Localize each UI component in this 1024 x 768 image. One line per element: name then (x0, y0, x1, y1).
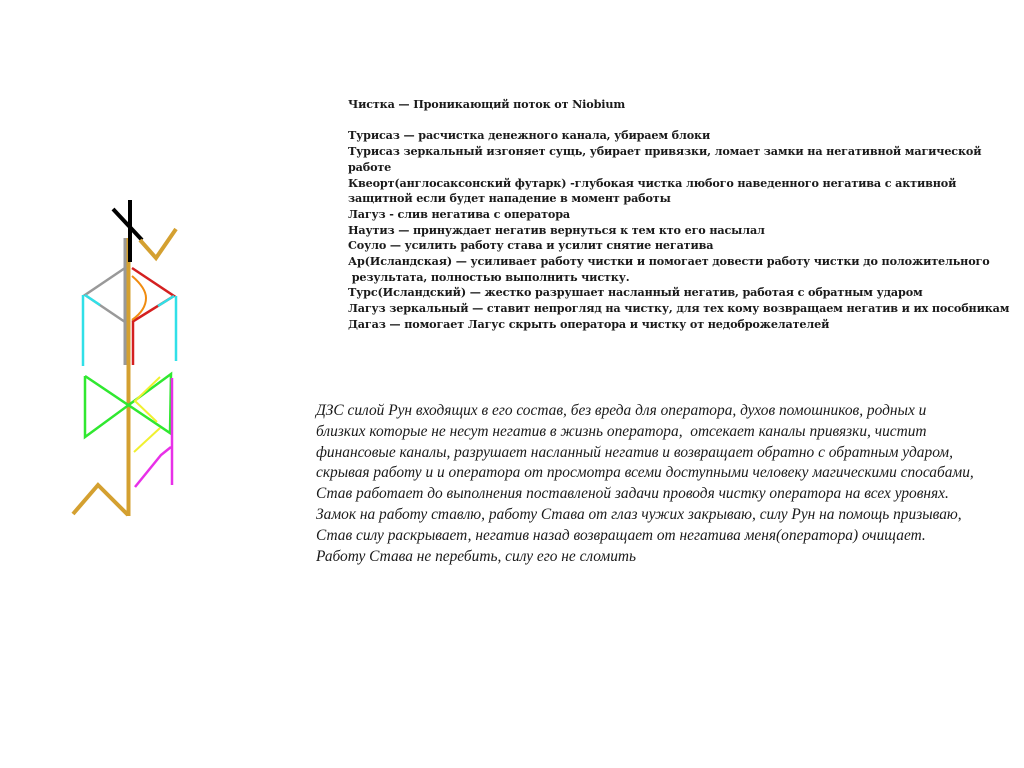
legend-line: Лагуз - слив негатива с оператора (348, 206, 571, 221)
legend-line: Дагаз — помогает Лагус скрыть оператора и чистку от недоброжелателей (348, 316, 830, 331)
stave-description (316, 401, 1021, 567)
legend-line: Турисаз зеркальный изгоняет сущь, убирает привязки, ломает замки на негативной магической (348, 144, 982, 159)
legend-line: Турисаз — расчистка денежного канала, убираем блоки (348, 128, 711, 143)
rune-yellow-diagonal (134, 428, 160, 452)
legend-line: Лагуз зеркальный — ставит непрогляд на чистку, для тех кому возвращаем негатив и их пособникам (348, 301, 1010, 316)
rune-nauthiz-diagonal (113, 209, 142, 240)
description-line: финансовые каналы, разрушает насланный негатив и возвращает обратно с обратным ударом, (316, 443, 953, 461)
description-line: ДЗС силой Рун входящих в его состав, без вреда для оператора, духов помошников, родных и (316, 402, 927, 419)
legend-line: Соуло — усилить работу става и усилит снятие негатива (348, 238, 714, 253)
description-line: Став работает до выполнения поставленой задачи проводя чистку оператора на всех уровнях. (316, 485, 949, 503)
rune-cyan-right-diagonal (158, 296, 174, 306)
rune-turisaz-mirrored (85, 268, 125, 322)
legend-line: Квеорт(англосаксонский футарк) -глубокая чистка любого наведенного негатива с активной (348, 175, 957, 190)
rune-gold-v (140, 229, 176, 258)
legend-line: Турс(Исландский) — жестко разрушает насланный негатив, работая с обратным ударом (348, 285, 923, 300)
rune-cyan-left-diagonal (85, 295, 100, 305)
legend-line: защитной если будет нападение в момент работы (348, 191, 671, 206)
description-line: Став силу раскрывает, негатив назад возвращает от негатива меня(оператора) очищает. (316, 526, 926, 544)
legend-line: Ар(Исландская) — усиливает работу чистки и помогает довести работу чистки до положительного (348, 254, 990, 269)
rune-legend (348, 97, 1010, 333)
legend-line: работе (348, 159, 392, 174)
description-line: Работу Става не перебить, силу его не сломить (316, 547, 637, 565)
legend-title: Чистка — Проникающий поток от Niobium (348, 97, 626, 111)
rune-gold-zigzag (73, 485, 128, 515)
legend-line: результата, полностью выполнить чистку. (348, 269, 630, 284)
rune-magenta-diagonal (135, 447, 171, 487)
description-line: Замок на работу ставлю, работу Става от глаз чужих закрываю, силу Рун на помощь призываю, (316, 505, 962, 523)
description-line: близких которые не несут негатив в жизнь оператора, отсекает каналы привязки, чистит (316, 422, 927, 440)
description-line: скрывая работу и и оператора от просмотра всеми доступными человеку магическими спосабами, (316, 464, 974, 482)
legend-line: Наутиз — принуждает негатив вернуться к тем кто его насылал (348, 222, 765, 237)
